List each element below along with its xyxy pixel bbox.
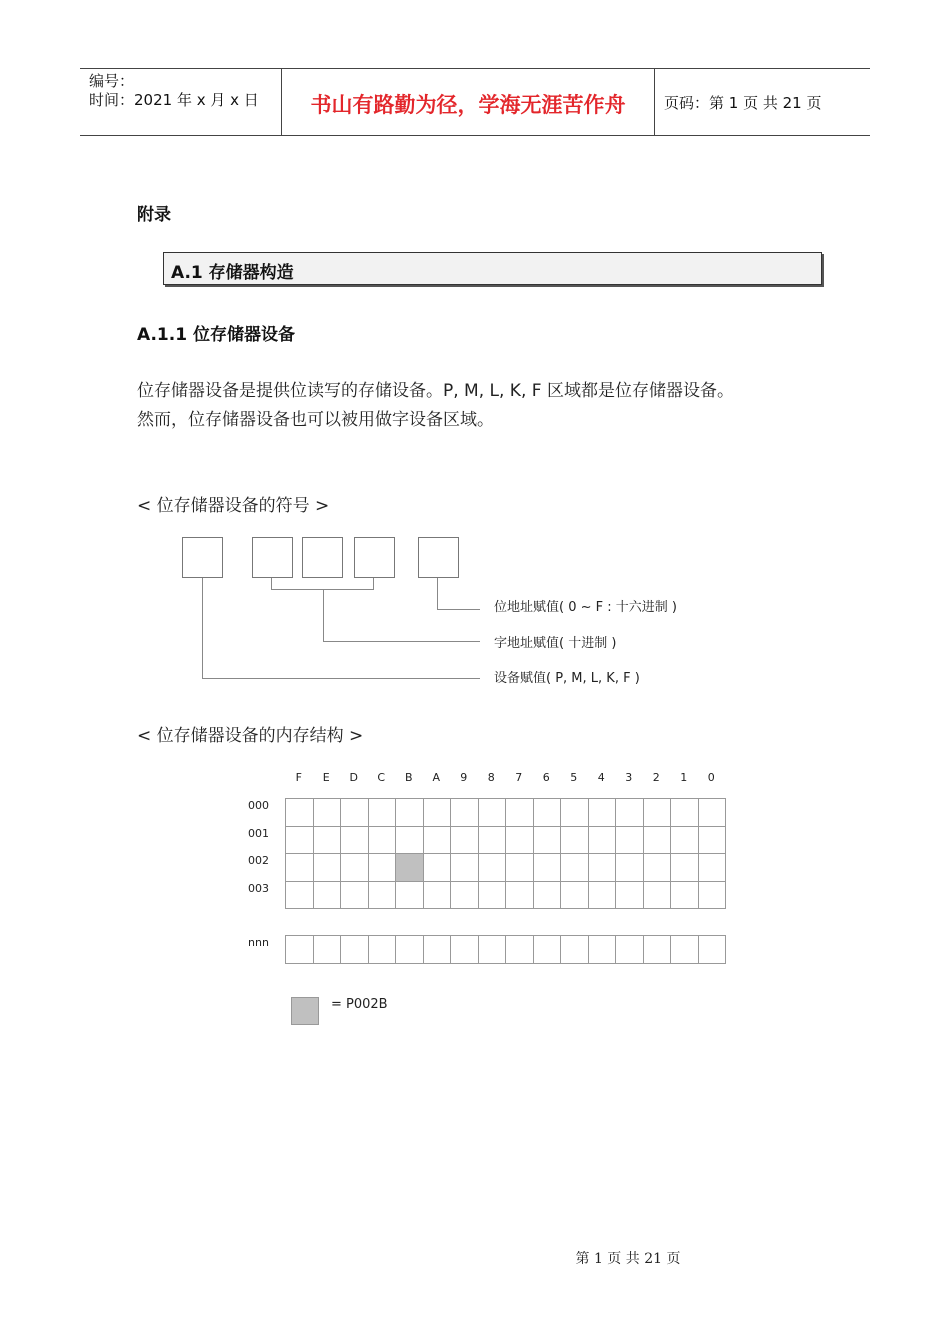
bit-cell [368, 935, 397, 964]
bit-cell [505, 798, 534, 827]
section-title: A.1 存储器构造 [171, 263, 294, 283]
bit-cell [395, 935, 424, 964]
column-header-7: 7 [515, 771, 523, 784]
bit-cell [670, 798, 699, 827]
bit-cell [615, 826, 644, 855]
memory-section-title: < 位存储器设备的内存结构 > [137, 726, 364, 746]
bit-cell [533, 853, 562, 882]
row-header-002: 002 [248, 854, 269, 867]
bit-cell [368, 853, 397, 882]
word-digit-box-3 [354, 537, 395, 578]
header-top-rule [80, 68, 870, 69]
bit-cell [560, 935, 589, 964]
bit-cell [423, 853, 452, 882]
bit-cell [643, 798, 672, 827]
bit-cell [643, 853, 672, 882]
highlighted-bit-cell [395, 853, 424, 882]
bit-cell [670, 881, 699, 910]
column-header-2: 2 [652, 771, 660, 784]
bit-cell [698, 826, 727, 855]
bit-cell [285, 826, 314, 855]
column-header-4: 4 [597, 771, 605, 784]
device-label: 设备赋值( P, M, L, K, F ) [494, 671, 640, 686]
column-header-E: E [322, 771, 330, 784]
bit-cell [450, 853, 479, 882]
bit-cell [450, 881, 479, 910]
bit-cell [478, 935, 507, 964]
column-header-C: C [377, 771, 386, 784]
bit-cell [478, 826, 507, 855]
word-address-label: 字地址赋值( 十进制 ) [494, 636, 617, 651]
bit-cell [615, 798, 644, 827]
bit-cell [588, 853, 617, 882]
bit-cell [285, 853, 314, 882]
device-symbol-box [182, 537, 223, 578]
bit-connector-vertical [437, 578, 438, 610]
bit-cell [588, 881, 617, 910]
header-bottom-rule [80, 135, 870, 136]
paragraph-line-2: 然而，位存储器设备也可以被用做字设备区域。 [137, 410, 494, 430]
header-page-info: 页码：第 1 页 共 21 页 [664, 94, 822, 112]
appendix-title: 附录 [137, 205, 171, 225]
bit-cell [340, 798, 369, 827]
legend-swatch [291, 997, 319, 1025]
bit-cell [340, 881, 369, 910]
bit-cell [588, 798, 617, 827]
device-connector-vertical [202, 578, 203, 679]
bit-cell [698, 881, 727, 910]
bit-cell [615, 935, 644, 964]
word-digit-box-1 [252, 537, 293, 578]
bit-cell [533, 826, 562, 855]
bit-cell [313, 881, 342, 910]
column-header-3: 3 [625, 771, 633, 784]
subsection-title: A.1.1 位存储器设备 [137, 325, 295, 345]
bit-cell [285, 935, 314, 964]
bit-cell [313, 853, 342, 882]
bit-cell [670, 935, 699, 964]
bit-cell [643, 881, 672, 910]
bit-cell [478, 798, 507, 827]
bit-cell [313, 798, 342, 827]
bit-digit-box [418, 537, 459, 578]
bit-cell [340, 853, 369, 882]
column-header-B: B [404, 771, 413, 784]
bit-cell [368, 881, 397, 910]
bit-cell [698, 935, 727, 964]
bit-cell [505, 853, 534, 882]
bit-cell [340, 826, 369, 855]
bit-cell [368, 826, 397, 855]
bit-cell [533, 935, 562, 964]
paragraph-line-1: 位存储器设备是提供位读写的存储设备。P, M, L, K, F 区域都是位存储器设备。 [137, 381, 734, 401]
header-motto: 书山有路勤为径，学海无涯苦作舟 [310, 93, 626, 117]
bit-cell [423, 826, 452, 855]
bit-cell [533, 798, 562, 827]
column-header-6: 6 [542, 771, 550, 784]
bit-cell [313, 826, 342, 855]
bit-cell [615, 853, 644, 882]
bit-cell [505, 826, 534, 855]
bit-cell [450, 798, 479, 827]
row-header-003: 003 [248, 881, 269, 895]
legend-text: = P002B [331, 997, 388, 1012]
bit-cell [560, 826, 589, 855]
bit-cell [423, 935, 452, 964]
bit-cell [588, 826, 617, 855]
column-header-9: 9 [460, 771, 468, 784]
header-time: 时间：2021 年 x 月 x 日 [89, 91, 259, 109]
bit-cell [560, 881, 589, 910]
column-header-1: 1 [680, 771, 688, 784]
page-footer: 第 1 页 共 21 页 [575, 1251, 681, 1267]
row-header-000: 000 [248, 799, 269, 812]
column-header-F: F [295, 771, 302, 784]
bit-cell [588, 935, 617, 964]
bit-cell [698, 798, 727, 827]
word-connector-vertical [323, 589, 324, 642]
device-connector-horizontal [202, 678, 480, 679]
row-header-nnn: nnn [248, 936, 269, 949]
bit-cell [423, 881, 452, 910]
bit-cell [285, 798, 314, 827]
bit-cell [478, 881, 507, 910]
bit-cell [505, 935, 534, 964]
bit-cell [643, 935, 672, 964]
bit-cell [643, 826, 672, 855]
bit-address-label: 位地址赋值( 0 ~ F : 十六进制 ) [494, 600, 677, 615]
bit-cell [505, 881, 534, 910]
bit-cell [533, 881, 562, 910]
column-header-0: 0 [707, 771, 715, 784]
bit-cell [450, 935, 479, 964]
bit-cell [395, 798, 424, 827]
word-connector-horizontal [323, 641, 480, 642]
header-number-label: 编号： [89, 72, 135, 90]
word-digit-box-2 [302, 537, 343, 578]
bit-cell [285, 881, 314, 910]
bit-cell [478, 853, 507, 882]
bit-cell [340, 935, 369, 964]
bit-cell [395, 826, 424, 855]
column-header-D: D [349, 771, 358, 784]
row-header-001: 001 [248, 826, 269, 840]
bit-connector-horizontal [437, 609, 480, 610]
bit-cell [313, 935, 342, 964]
column-header-5: 5 [570, 771, 578, 784]
bit-cell [560, 853, 589, 882]
bit-cell [423, 798, 452, 827]
header-divider-right [654, 68, 655, 136]
bit-cell [698, 853, 727, 882]
bit-cell [450, 826, 479, 855]
bit-cell [615, 881, 644, 910]
column-header-8: 8 [487, 771, 495, 784]
bit-cell [395, 881, 424, 910]
bit-cell [368, 798, 397, 827]
column-header-A: A [432, 771, 441, 784]
bit-cell [670, 826, 699, 855]
bit-cell [670, 853, 699, 882]
bit-cell [560, 798, 589, 827]
symbol-section-title: < 位存储器设备的符号 > [137, 496, 330, 516]
